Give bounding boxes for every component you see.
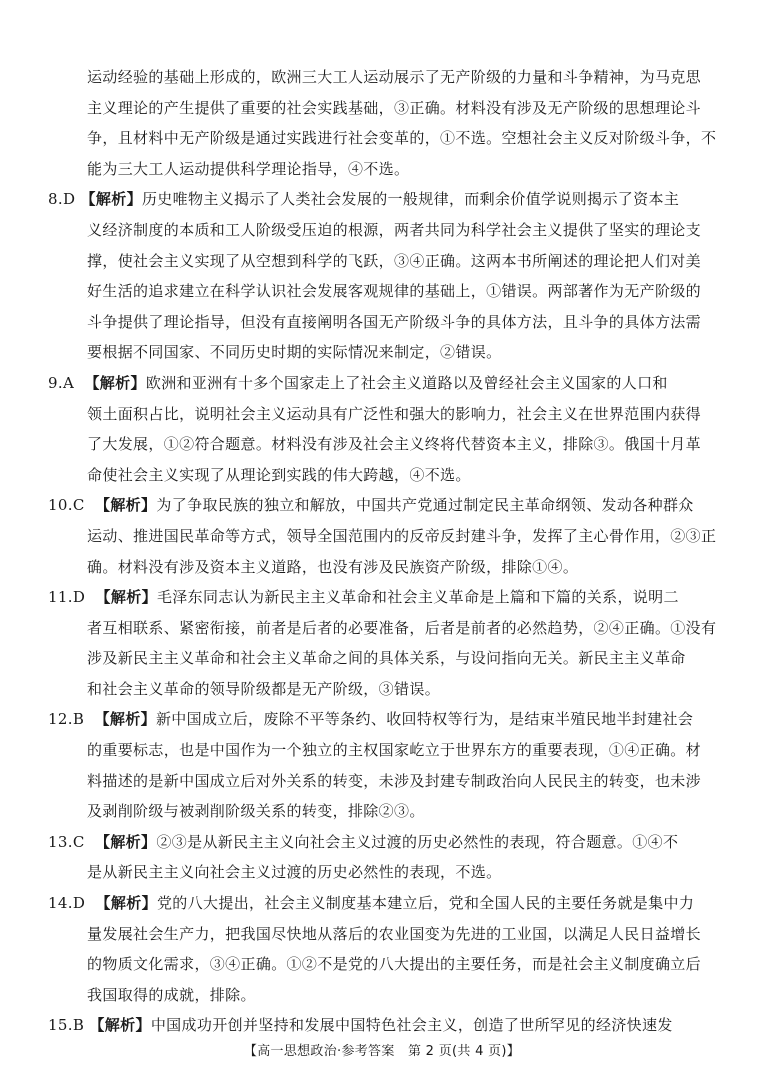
text-line: 料描述的是新中国成立后对外关系的转变，未涉及封建专制政治向人民民主的转变，也未涉 <box>87 771 702 790</box>
analysis-tag: 【解析】 <box>94 832 157 851</box>
item-answer: C <box>72 832 85 851</box>
text-line: 能为三大工人运动提供科学理论指导，④不选。 <box>87 159 410 178</box>
page-footer: 【高一思想政治·参考答案 第 2 页(共 4 页)】 <box>243 1044 521 1059</box>
analysis-tag: 【解析】 <box>94 496 157 515</box>
item-number: 8. <box>48 190 64 209</box>
analysis-text: 中国成功开创并坚持和发展中国特色社会主义，创造了世所罕见的经济快速发 <box>150 1016 673 1035</box>
text-line: 了大发展，①②符合题意。材料没有涉及社会主义终将代替资本主义，排除③。俄国十月革 <box>87 435 702 454</box>
item-number: 12. <box>48 710 73 729</box>
item-answer: D <box>72 894 86 913</box>
answer-item-15 <box>48 1010 718 1041</box>
analysis-text: 新中国成立后，废除不平等条约、收回特权等行为，是结束半殖民地半封建社会 <box>155 710 694 729</box>
text-line: 确。材料没有涉及资本主义道路，也没有涉及民族资产阶级，排除①④。 <box>87 557 579 576</box>
text-line: 主义理论的产生提供了重要的社会实践基础，③正确。材料没有涉及无产阶级的思想理论斗 <box>87 98 702 117</box>
intro-paragraph <box>48 62 718 184</box>
text-line: 要根据不同国家、不同历史时期的实际情况来制定，②错误。 <box>87 343 502 362</box>
text-line: 斗争提供了理论指导，但没有直接阐明各国无产阶级斗争的具体方法，且斗争的具体方法需 <box>87 312 702 331</box>
analysis-text: 毛泽东同志认为新民主主义革命和社会主义革命是上篇和下篇的关系，说明二 <box>156 588 679 607</box>
text-line: 运动经验的基础上形成的，欧洲三大工人运动展示了无产阶级的力量和斗争精神，为马克思 <box>87 68 702 86</box>
answer-item-8 <box>48 184 718 368</box>
item-number: 14. <box>48 894 73 913</box>
item-answer: D <box>63 190 76 209</box>
item-answer: A <box>63 373 75 392</box>
text-line: 涉及新民主主义革命和社会主义革命之间的具体关系，与设问指向无关。新民主主义革命 <box>87 649 686 668</box>
text-line: 义经济制度的本质和工人阶级受压迫的根源，两者共同为科学社会主义提供了坚实的理论支 <box>87 220 702 239</box>
answer-item-12 <box>48 704 718 826</box>
text-line: 的重要标志，也是中国作为一个独立的主权国家屹立于世界东方的重要表现，①④正确。材 <box>87 741 702 760</box>
item-number: 13. <box>48 832 73 851</box>
answer-item-14 <box>48 888 718 1010</box>
text-line: 领土面积占比，说明社会主义运动具有广泛性和强大的影响力，社会主义在世界范围内获得 <box>87 404 702 423</box>
text-line: 及剥削阶级与被剥削阶级关系的转变，排除②③。 <box>87 802 425 821</box>
text-line: 的物质文化需求，③④正确。①②不是党的八大提出的主要任务，而是社会主义制度确立后 <box>87 955 702 974</box>
analysis-tag: 【解析】 <box>89 1016 151 1035</box>
item-number: 11. <box>48 588 73 607</box>
item-number: 9. <box>48 373 64 392</box>
answer-item-9 <box>48 368 718 490</box>
item-answer: D <box>72 588 86 607</box>
analysis-tag: 【解析】 <box>84 373 146 392</box>
text-line: 命使社会主义实现了从理论到实践的伟大跨越，④不选。 <box>87 465 471 484</box>
text-line: 者互相联系、紧密衔接，前者是后者的必要准备，后者是前者的必然趋势，②④正确。①没有 <box>87 618 717 637</box>
item-answer: C <box>72 496 85 515</box>
analysis-tag: 【解析】 <box>95 894 157 913</box>
analysis-text: 历史唯物主义揭示了人类社会发展的一般规律，而剩余价值学说则揭示了资本主 <box>141 190 680 209</box>
answer-content <box>48 62 718 1041</box>
answer-item-13 <box>48 827 718 888</box>
text-line: 好生活的追求建立在科学认识社会发展客观规律的基础上，①错误。两部著作为无产阶级的 <box>87 282 702 301</box>
item-answer: B <box>72 710 85 729</box>
analysis-tag: 【解析】 <box>95 588 157 607</box>
text-line: 我国取得的成就，排除。 <box>87 985 256 1004</box>
text-line: 是从新民主主义向社会主义过渡的历史必然性的表现，不选。 <box>87 863 502 882</box>
analysis-text: 为了争取民族的独立和解放，中国共产党通过制定民主革命纲领、发动各种群众 <box>156 496 694 515</box>
text-line: 撑，使社会主义实现了从空想到科学的飞跃，③④正确。这两本书所阐述的理论把人们对美 <box>87 251 702 270</box>
analysis-tag: 【解析】 <box>94 710 156 729</box>
text-line: 和社会主义革命的领导阶级都是无产阶级，③错误。 <box>87 679 441 698</box>
analysis-text: 党的八大提出，社会主义制度基本建立后，党和全国人民的主要任务就是集中力 <box>156 894 695 913</box>
answer-item-11 <box>48 582 718 704</box>
text-line: 量发展社会生产力，把我国尽快地从落后的农业国变为先进的工业国，以满足人民日益增长 <box>87 924 702 943</box>
text-line: 争，且材料中无产阶级是通过实践进行社会变革的，①不选。空想社会主义反对阶级斗争，不 <box>87 129 717 148</box>
analysis-text: 欧洲和亚洲有十多个国家走上了社会主义道路以及曾经社会主义国家的人口和 <box>145 373 668 392</box>
analysis-text: ②③是从新民主主义向社会主义过渡的历史必然性的表现，符合题意。①④不 <box>156 832 679 851</box>
answer-item-10 <box>48 490 718 582</box>
item-number: 10. <box>48 496 73 515</box>
item-answer: B <box>72 1016 85 1035</box>
item-number: 15. <box>48 1016 73 1035</box>
analysis-tag: 【解析】 <box>80 190 142 209</box>
text-line: 运动、推进国民革命等方式，领导全国范围内的反帝反封建斗争，发挥了主心骨作用，②③正 <box>87 526 717 545</box>
